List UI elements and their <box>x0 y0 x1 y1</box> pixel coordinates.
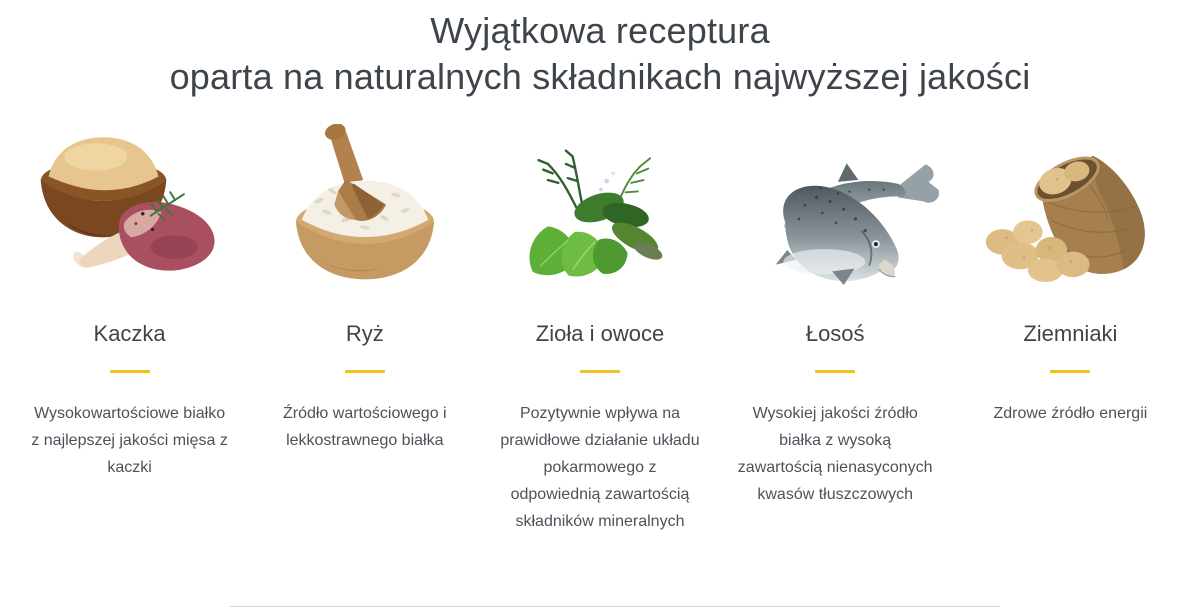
accent-divider <box>580 370 620 373</box>
ingredient-name: Ryż <box>345 321 384 346</box>
duck-meat-image <box>12 108 247 293</box>
duck-meat-illustration <box>27 119 233 287</box>
ingredient-name: Ziemniaki <box>1023 321 1118 346</box>
ingredient-card-kaczka <box>12 108 247 535</box>
next-section-top-border <box>230 606 1000 607</box>
potatoes-image <box>953 108 1188 293</box>
section-title <box>0 8 1200 100</box>
ingredients-section <box>0 8 1200 608</box>
rice-image <box>247 108 482 293</box>
ingredient-card-ziola <box>482 108 717 535</box>
accent-divider <box>345 370 385 373</box>
accent-divider <box>1050 370 1090 373</box>
rice-bowl-illustration <box>269 124 461 287</box>
section-title-line1: Wyjątkowa receptura <box>430 10 770 51</box>
accent-divider <box>110 370 150 373</box>
ingredient-name: Łosoś <box>805 321 865 346</box>
salmon-image <box>718 108 953 293</box>
ingredient-description: Źródło wartościowego i lekkostrawnego białka <box>282 405 447 449</box>
ingredients-grid <box>12 108 1188 535</box>
potatoes-illustration <box>977 140 1163 287</box>
accent-divider <box>815 370 855 373</box>
ingredient-description: Wysokiej jakości źródło białka z wysoką zawartością nienasyconych kwasów tłuszczowych <box>737 405 933 503</box>
ingredient-card-ziemniaki <box>953 108 1188 535</box>
ingredient-description: Zdrowe źródło energii <box>993 405 1148 422</box>
herbs-illustration <box>519 145 681 287</box>
ingredient-description: Pozytywnie wpływa na prawidłowe działanie układu pokarmowego z odpowiednią zawartością składników mineralnych <box>500 405 700 530</box>
ingredient-card-ryz <box>247 108 482 535</box>
salmon-illustration <box>723 141 947 287</box>
section-title-line2: oparta na naturalnych składnikach najwyższej jakości <box>169 56 1031 97</box>
ingredient-name: Kaczka <box>93 321 166 346</box>
ingredient-card-losos <box>718 108 953 535</box>
ingredient-description: Wysokowartościowe białko z najlepszej jakości mięsa z kaczki <box>31 405 228 476</box>
herbs-image <box>482 108 717 293</box>
ingredient-name: Zioła i owoce <box>535 321 665 346</box>
